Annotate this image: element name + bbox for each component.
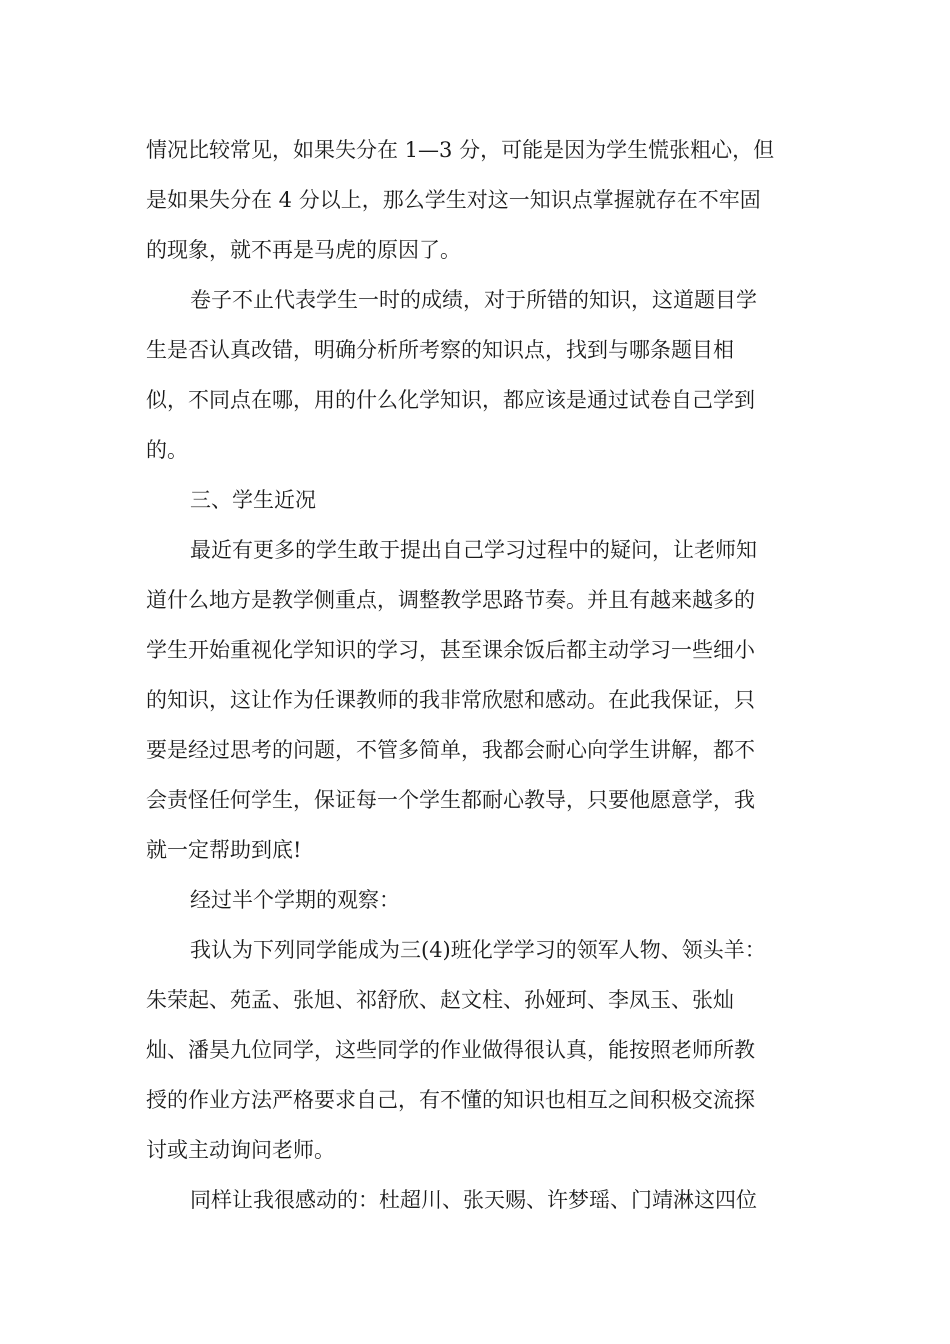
line-text: 同样让我很感动的：杜超川、张天赐、许梦瑶、门靖淋这四位 <box>190 1188 757 1212</box>
line-text: 朱荣起、苑孟、张旭、祁舒欣、赵文柱、孙娅珂、李凤玉、张灿 <box>146 988 734 1012</box>
line-text: 就一定帮助到底! <box>146 838 302 862</box>
text-line <box>0 1182 950 1218</box>
heading-text: 三、学生近况 <box>190 488 316 512</box>
text-line <box>0 182 950 218</box>
line-text: 授的作业方法严格要求自己，有不懂的知识也相互之间积极交流探 <box>146 1088 755 1112</box>
line-text: 是如果失分在 4 分以上，那么学生对这一知识点掌握就存在不牢固 <box>146 188 761 212</box>
line-text: 会责怪任何学生，保证每一个学生都耐心教导，只要他愿意学，我 <box>146 788 755 812</box>
line-text: 灿、潘昊九位同学，这些同学的作业做得很认真，能按照老师所教 <box>146 1038 755 1062</box>
line-text: 的知识，这让作为任课教师的我非常欣慰和感动。在此我保证，只 <box>146 688 755 712</box>
text-line <box>0 982 950 1018</box>
text-line <box>0 582 950 618</box>
line-text: 要是经过思考的问题，不管多简单，我都会耐心向学生讲解，都不 <box>146 738 755 762</box>
text-line <box>0 732 950 768</box>
text-line <box>0 832 950 868</box>
line-text: 的。 <box>146 438 188 462</box>
line-text: 学生开始重视化学知识的学习，甚至课余饭后都主动学习一些细小 <box>146 638 755 662</box>
line-text: 最近有更多的学生敢于提出自己学习过程中的疑问，让老师知 <box>190 538 757 562</box>
line-text: 情况比较常见，如果失分在 1—3 分，可能是因为学生慌张粗心，但 <box>146 138 775 162</box>
text-line <box>0 882 950 918</box>
line-text: 讨或主动询问老师。 <box>146 1138 335 1162</box>
text-line <box>0 782 950 818</box>
text-line <box>0 232 950 268</box>
text-line <box>0 282 950 318</box>
line-text: 我认为下列同学能成为三(4)班化学学习的领军人物、领头羊： <box>190 938 766 962</box>
text-line <box>0 932 950 968</box>
section-heading <box>0 482 950 518</box>
line-text: 卷子不止代表学生一时的成绩，对于所错的知识，这道题目学 <box>190 288 757 312</box>
text-line <box>0 1132 950 1168</box>
text-line <box>0 132 950 168</box>
line-text: 经过半个学期的观察： <box>190 888 400 912</box>
line-text: 似，不同点在哪，用的什么化学知识，都应该是通过试卷自己学到 <box>146 388 755 412</box>
text-line <box>0 332 950 368</box>
line-text: 生是否认真改错，明确分析所考察的知识点，找到与哪条题目相 <box>146 338 734 362</box>
text-line <box>0 682 950 718</box>
line-text: 的现象，就不再是马虎的原因了。 <box>146 238 461 262</box>
text-line <box>0 1032 950 1068</box>
text-line <box>0 382 950 418</box>
text-line <box>0 432 950 468</box>
text-line <box>0 632 950 668</box>
text-line <box>0 532 950 568</box>
text-line <box>0 1082 950 1118</box>
line-text: 道什么地方是教学侧重点，调整教学思路节奏。并且有越来越多的 <box>146 588 755 612</box>
